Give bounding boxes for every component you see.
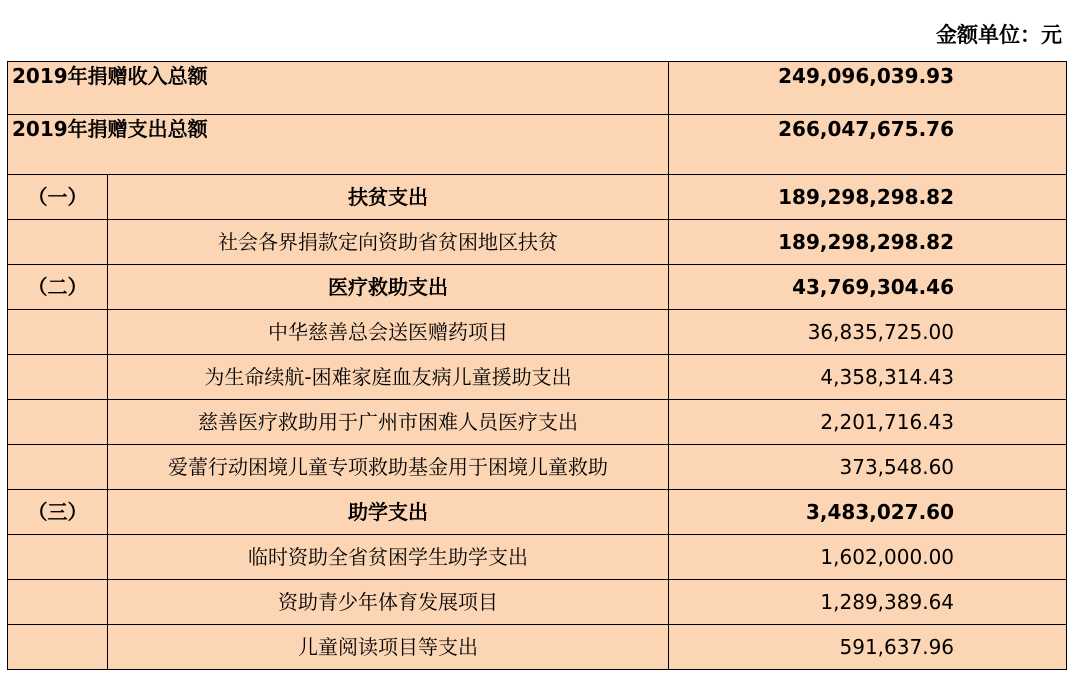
- item-amount: 189,298,298.82: [669, 220, 1067, 265]
- item-number-cell: [8, 625, 108, 670]
- item-label: 临时资助全省贫困学生助学支出: [108, 535, 669, 580]
- item-label: 儿童阅读项目等支出: [108, 625, 669, 670]
- item-row: [8, 220, 1067, 265]
- item-number-cell: [8, 220, 108, 265]
- item-label: 中华慈善总会送医赠药项目: [108, 310, 669, 355]
- item-amount: 36,835,725.00: [669, 310, 1067, 355]
- section-amount: 189,298,298.82: [669, 175, 1067, 220]
- item-amount: 4,358,314.43: [669, 355, 1067, 400]
- section-label: 医疗救助支出: [108, 265, 669, 310]
- item-row: [8, 625, 1067, 670]
- amount-unit-label: 金额单位：元: [936, 23, 1062, 47]
- expense-total-label: 2019年捐赠支出总额: [8, 115, 669, 175]
- item-number-cell: [8, 535, 108, 580]
- item-row: [8, 580, 1067, 625]
- section-row: [8, 265, 1067, 310]
- item-number-cell: [8, 400, 108, 445]
- item-row: [8, 355, 1067, 400]
- expense-total-amount: 266,047,675.76: [669, 115, 1067, 175]
- section-number: （三）: [8, 490, 108, 535]
- item-amount: 1,289,389.64: [669, 580, 1067, 625]
- item-amount: 1,602,000.00: [669, 535, 1067, 580]
- section-label: 助学支出: [108, 490, 669, 535]
- item-amount: 373,548.60: [669, 445, 1067, 490]
- item-label: 慈善医疗救助用于广州市困难人员医疗支出: [108, 400, 669, 445]
- income-total-label: 2019年捐赠收入总额: [8, 62, 669, 115]
- item-amount: 2,201,716.43: [669, 400, 1067, 445]
- expense-total-row: [8, 115, 1067, 175]
- item-number-cell: [8, 580, 108, 625]
- item-label: 为生命续航-困难家庭血友病儿童援助支出: [108, 355, 669, 400]
- section-number: （一）: [8, 175, 108, 220]
- item-label: 爱蕾行动困境儿童专项救助基金用于困境儿童救助: [108, 445, 669, 490]
- section-amount: 43,769,304.46: [669, 265, 1067, 310]
- item-amount: 591,637.96: [669, 625, 1067, 670]
- income-total-row: [8, 62, 1067, 115]
- item-label: 资助青少年体育发展项目: [108, 580, 669, 625]
- item-label: 社会各界捐款定向资助省贫困地区扶贫: [108, 220, 669, 265]
- donation-summary-table: [7, 61, 1067, 670]
- section-label: 扶贫支出: [108, 175, 669, 220]
- item-number-cell: [8, 355, 108, 400]
- income-total-amount: 249,096,039.93: [669, 62, 1067, 115]
- section-amount: 3,483,027.60: [669, 490, 1067, 535]
- item-number-cell: [8, 445, 108, 490]
- section-row: [8, 175, 1067, 220]
- item-row: [8, 535, 1067, 580]
- item-number-cell: [8, 310, 108, 355]
- item-row: [8, 400, 1067, 445]
- section-number: （二）: [8, 265, 108, 310]
- section-row: [8, 490, 1067, 535]
- item-row: [8, 310, 1067, 355]
- item-row: [8, 445, 1067, 490]
